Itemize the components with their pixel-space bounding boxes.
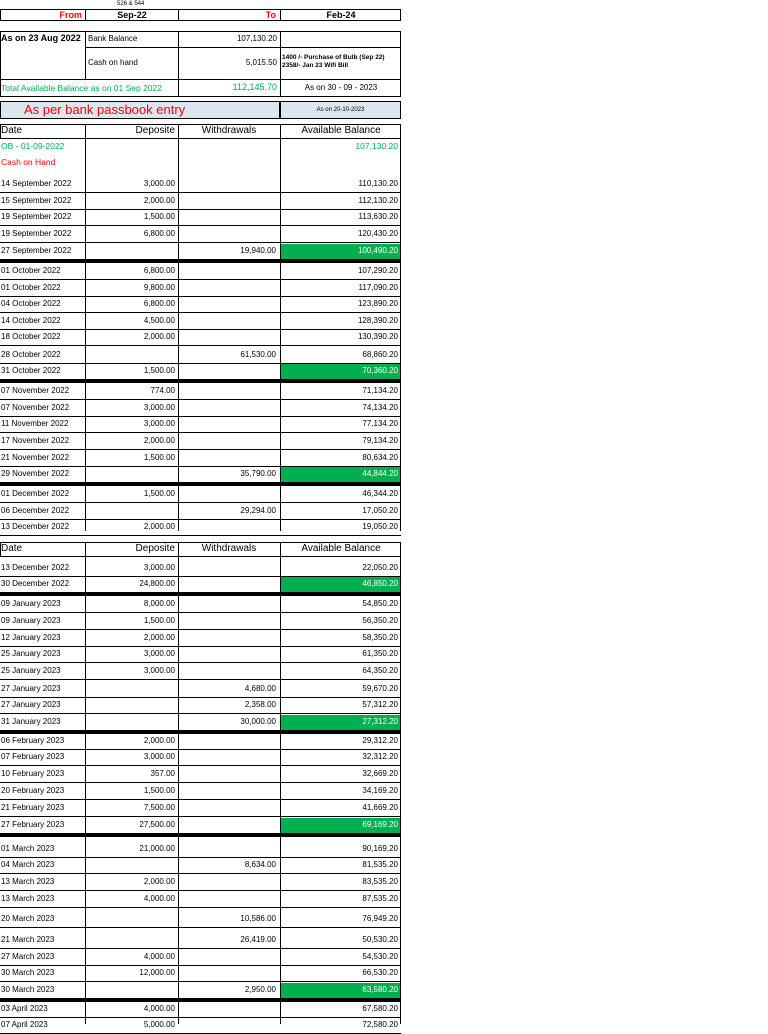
row-date: 15 September 2022 (1, 196, 72, 205)
row-date: 01 December 2022 (1, 489, 70, 498)
row-withdrawal: 2,950.00 (244, 985, 276, 994)
row-deposit: 27,500.00 (139, 820, 175, 829)
to-label: To (265, 10, 276, 20)
column-balance: Available Balance (301, 125, 381, 136)
row-balance: 100,490.20 (357, 246, 398, 255)
row-deposit: 9,800.00 (143, 283, 175, 292)
row-balance: 74,134.20 (362, 403, 398, 412)
section-divider (0, 592, 401, 596)
row-date: 28 October 2022 (1, 350, 61, 359)
row-date: 25 January 2023 (1, 666, 61, 675)
row-deposit: 4,000.00 (143, 1004, 175, 1013)
row-deposit: 2,000.00 (143, 196, 175, 205)
row-deposit: 3,000.00 (143, 563, 175, 572)
section-divider (0, 379, 401, 383)
row-deposit: 8,000.00 (143, 599, 175, 608)
row-date: 18 October 2022 (1, 332, 61, 341)
row-deposit: 4,000.00 (143, 952, 175, 961)
row-deposit: 3,000.00 (143, 419, 175, 428)
row-date: 14 September 2022 (1, 179, 72, 188)
passbook-title: As per bank passbook entry (24, 102, 186, 117)
row-withdrawal: 26,419.00 (240, 935, 276, 944)
to-value: Feb-24 (326, 10, 356, 20)
row-deposit: 21,000.00 (139, 844, 175, 853)
row-balance: 130,390.20 (357, 332, 398, 341)
row-date: 07 April 2023 (1, 1020, 48, 1029)
section-divider (0, 833, 401, 837)
column-withdrawals-2: Withdrawals (201, 543, 257, 554)
row-date: 06 February 2023 (1, 736, 65, 745)
row-deposit: 2,000.00 (143, 633, 175, 642)
column-balance-2: Available Balance (301, 543, 381, 554)
row-date: 12 January 2023 (1, 633, 61, 642)
from-label: From (59, 10, 82, 20)
row-deposit: 6,800.00 (143, 299, 175, 308)
column-date: Date (1, 125, 23, 136)
row-balance: 17,050.20 (362, 506, 398, 515)
row-date: 01 October 2022 (1, 283, 61, 292)
passbook-asof: As on 20-10-2023 (316, 107, 365, 113)
row-date: 13 December 2022 (1, 563, 70, 572)
row-balance: 44,844.20 (362, 469, 398, 478)
column-date-2: Date (1, 543, 23, 554)
section-divider (0, 482, 401, 486)
row-deposit: 1,500.00 (143, 786, 175, 795)
row-balance: 67,580.20 (362, 1004, 398, 1013)
row-date: 07 November 2022 (1, 403, 70, 412)
row-balance: 128,390.20 (357, 316, 398, 325)
row-balance: 110,130.20 (358, 179, 398, 188)
row-withdrawal: 19,940.00 (240, 246, 276, 255)
row-deposit: 12,000.00 (139, 968, 175, 977)
row-balance: 59,670.20 (362, 684, 398, 693)
row-date: 30 March 2023 (1, 968, 55, 977)
reference-note: 526 & 544 (117, 1, 145, 7)
row-balance: 54,530.20 (362, 952, 398, 961)
row-deposit: 1,500.00 (143, 366, 175, 375)
row-deposit: 3,000.00 (143, 179, 175, 188)
row-balance: 57,312.20 (362, 700, 398, 709)
row-balance: 83,535.20 (362, 877, 398, 886)
row-balance: 27,312.20 (362, 717, 398, 726)
row-date: 20 March 2023 (1, 914, 55, 923)
cash-on-hand-heading: Cash on Hand (1, 157, 56, 167)
row-deposit: 3,000.00 (143, 649, 175, 658)
row-date: 04 October 2022 (1, 299, 61, 308)
total-balance-label: Total Available Balance as on 01 Sep 2022 (1, 83, 162, 93)
row-date: 13 March 2023 (1, 877, 55, 886)
row-balance: 77,134.20 (362, 419, 398, 428)
row-balance: 120,430.20 (357, 229, 398, 238)
row-date: 19 September 2022 (1, 212, 72, 221)
cash-note-1: 1400 /- Purchase of Bulb (Sep 22) (282, 54, 385, 61)
row-deposit: 1,500.00 (143, 489, 175, 498)
row-balance: 90,169.20 (362, 844, 398, 853)
total-balance-value: 112,145.70 (232, 82, 277, 92)
row-deposit: 5,000.00 (143, 1020, 175, 1029)
row-balance: 112,130.20 (358, 196, 398, 205)
row-deposit: 1,500.00 (143, 453, 175, 462)
row-withdrawal: 2,358.00 (244, 700, 276, 709)
row-date: 13 March 2023 (1, 894, 55, 903)
column-deposit-2: Deposite (135, 543, 175, 554)
row-balance: 54,850.20 (362, 599, 398, 608)
cash-on-hand-value: 5,015.50 (245, 58, 277, 67)
row-date: 27 March 2023 (1, 952, 55, 961)
row-deposit: 3,000.00 (143, 666, 175, 675)
row-balance: 29,312.20 (362, 736, 398, 745)
opening-balance-label: OB - 01-09-2022 (1, 141, 65, 151)
total-as-of: As on 30 - 09 - 2023 (304, 83, 378, 92)
row-deposit: 4,500.00 (143, 316, 175, 325)
row-balance: 61,350.20 (362, 649, 398, 658)
row-balance: 87,535.20 (362, 894, 398, 903)
row-date: 07 November 2022 (1, 386, 70, 395)
as-on-date: As on 23 Aug 2022 (1, 33, 81, 43)
row-balance: 34,169.20 (362, 786, 398, 795)
section-divider (0, 259, 401, 263)
row-date: 27 February 2023 (1, 820, 65, 829)
row-withdrawal: 29,294.00 (240, 506, 276, 515)
row-date: 04 March 2023 (1, 860, 55, 869)
row-deposit: 6,800.00 (143, 266, 175, 275)
row-balance: 117,090.20 (358, 283, 398, 292)
row-date: 31 October 2022 (1, 366, 61, 375)
column-deposit: Deposite (135, 125, 175, 136)
row-date: 21 November 2022 (1, 453, 70, 462)
row-date: 01 March 2023 (1, 844, 55, 853)
row-balance: 66,530.20 (362, 968, 398, 977)
cash-on-hand-label: Cash on hand (88, 58, 138, 67)
row-balance: 107,290.20 (357, 266, 398, 275)
row-date: 03 April 2023 (1, 1004, 48, 1013)
row-balance: 46,850.20 (362, 579, 398, 588)
row-balance: 46,344.20 (362, 489, 398, 498)
row-balance: 19,050.20 (362, 522, 398, 531)
row-date: 27 January 2023 (1, 684, 61, 693)
row-date: 10 February 2023 (1, 769, 65, 778)
row-balance: 56,350.20 (362, 616, 398, 625)
row-balance: 68,860.20 (362, 350, 398, 359)
from-value: Sep-22 (117, 10, 147, 20)
row-deposit: 357.00 (150, 769, 175, 778)
row-deposit: 3,000.00 (143, 752, 175, 761)
row-date: 07 February 2023 (1, 752, 65, 761)
row-balance: 58,350.20 (362, 633, 398, 642)
row-date: 21 February 2023 (1, 803, 65, 812)
row-balance: 32,669.20 (362, 769, 398, 778)
opening-balance-value: 107,130.20 (355, 141, 398, 151)
row-balance: 32,312.20 (362, 752, 398, 761)
row-deposit: 3,000.00 (143, 403, 175, 412)
row-date: 21 March 2023 (1, 935, 55, 944)
row-deposit: 774.00 (150, 386, 175, 395)
row-date: 29 November 2022 (1, 469, 70, 478)
row-deposit: 1,500.00 (143, 616, 175, 625)
row-date: 30 December 2022 (1, 579, 70, 588)
row-deposit: 2,000.00 (143, 436, 175, 445)
row-date: 27 September 2022 (1, 246, 72, 255)
row-balance: 41,669.20 (362, 803, 398, 812)
row-balance: 22,050.20 (362, 563, 398, 572)
row-balance: 69,169.20 (362, 820, 398, 829)
row-balance: 81,535.20 (362, 860, 398, 869)
row-date: 01 October 2022 (1, 266, 61, 275)
cash-note-2: 2358/- Jan 23 Wifi Bill (282, 62, 349, 69)
row-withdrawal: 4,680.00 (244, 684, 276, 693)
row-balance: 72,580.20 (362, 1020, 398, 1029)
row-balance: 64,350.20 (362, 666, 398, 675)
row-date: 13 December 2022 (1, 522, 70, 531)
row-balance: 71,134.20 (362, 386, 398, 395)
bank-balance-value: 107,130.20 (236, 34, 277, 43)
row-date: 27 January 2023 (1, 700, 61, 709)
row-balance: 113,630.20 (358, 212, 398, 221)
row-date: 06 December 2022 (1, 506, 70, 515)
row-balance: 76,949.20 (362, 914, 398, 923)
row-deposit: 24,800.00 (139, 579, 175, 588)
row-balance: 50,530.20 (362, 935, 398, 944)
row-withdrawal: 30,000.00 (240, 717, 276, 726)
row-deposit: 2,000.00 (143, 332, 175, 341)
row-balance: 80,634.20 (362, 453, 398, 462)
row-date: 09 January 2023 (1, 616, 61, 625)
column-withdrawals: Withdrawals (201, 125, 257, 136)
bank-balance-label: Bank Balance (88, 34, 138, 43)
row-balance: 123,890.20 (357, 299, 398, 308)
row-deposit: 2,000.00 (143, 877, 175, 886)
row-date: 11 November 2022 (1, 419, 69, 428)
row-date: 19 September 2022 (1, 229, 72, 238)
row-deposit: 2,000.00 (143, 736, 175, 745)
row-date: 30 March 2023 (1, 985, 55, 994)
row-date: 09 January 2023 (1, 599, 61, 608)
row-date: 25 January 2023 (1, 649, 61, 658)
row-deposit: 6,800.00 (143, 229, 175, 238)
row-date: 17 November 2022 (1, 436, 70, 445)
row-deposit: 2,000.00 (143, 522, 175, 531)
row-withdrawal: 35,790.00 (240, 469, 276, 478)
row-date: 20 February 2023 (1, 786, 65, 795)
row-date: 14 October 2022 (1, 316, 61, 325)
row-withdrawal: 8,634.00 (244, 860, 276, 869)
row-withdrawal: 10,586.00 (240, 914, 276, 923)
row-balance: 79,134.20 (362, 436, 398, 445)
row-withdrawal: 61,530.00 (240, 350, 276, 359)
row-deposit: 1,500.00 (143, 212, 175, 221)
row-balance: 63,580.20 (362, 985, 398, 994)
row-deposit: 4,000.00 (143, 894, 175, 903)
row-balance: 70,360.20 (362, 366, 398, 375)
row-date: 31 January 2023 (1, 717, 61, 726)
row-deposit: 7,500.00 (143, 803, 175, 812)
